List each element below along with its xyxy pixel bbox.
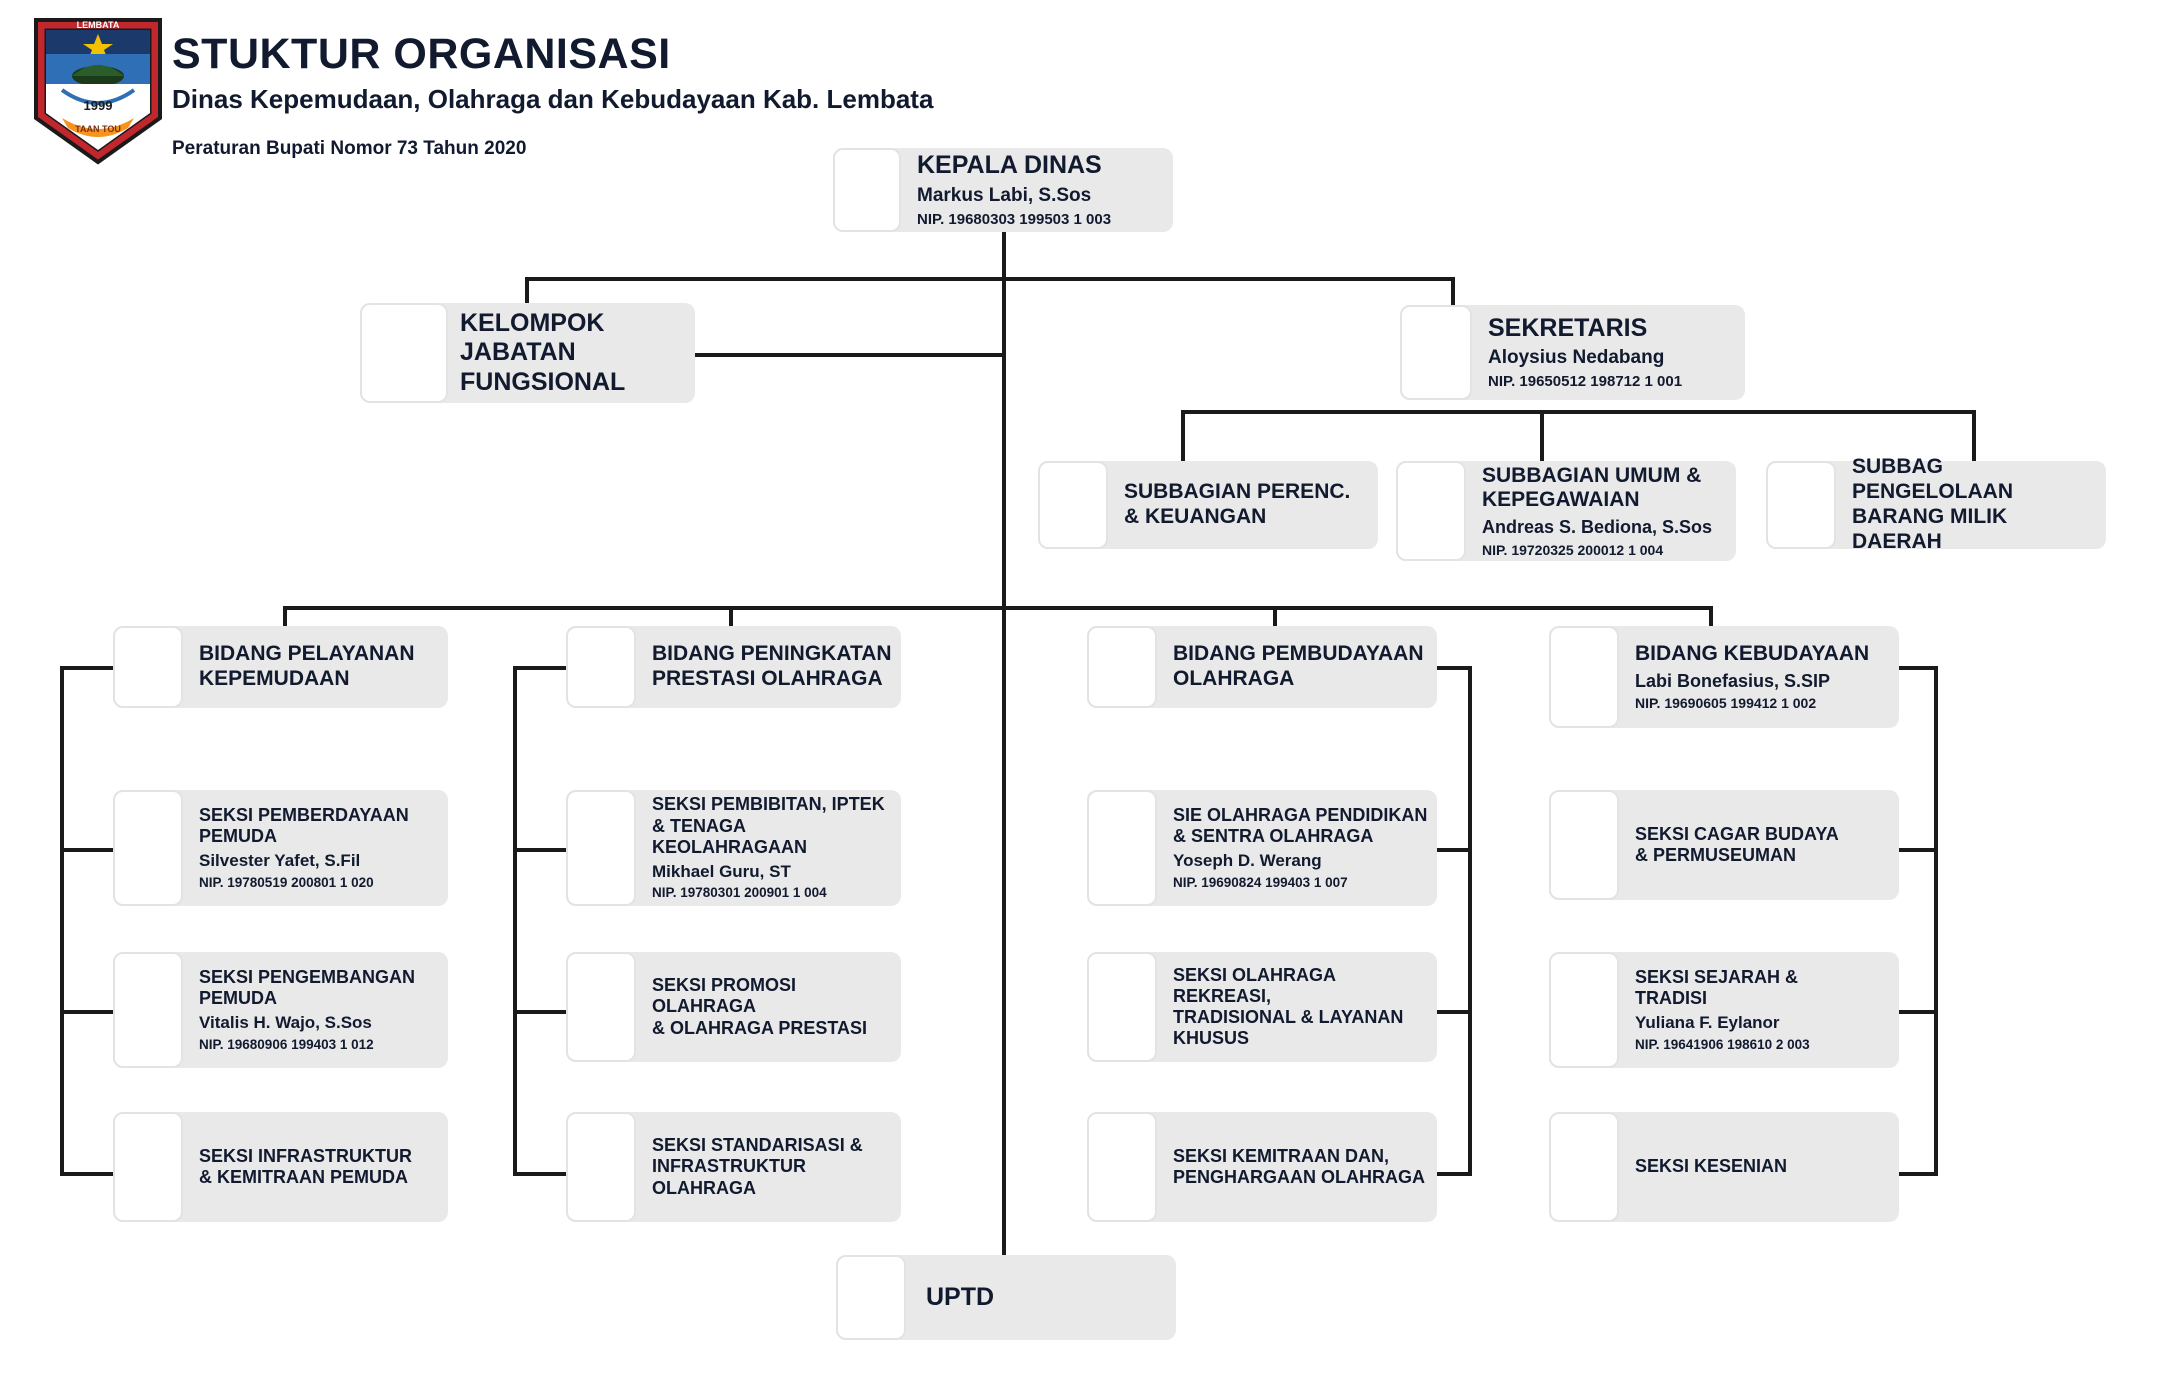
node-title-line1: SEKSI SEJARAH & <box>1635 966 1799 987</box>
node-title-line2: JABATAN <box>460 338 576 367</box>
node-title-line2: & KEUANGAN <box>1124 505 1267 528</box>
node-stub <box>1087 1112 1157 1222</box>
connector-rail-col2 <box>513 666 517 1176</box>
connector-kelompok-to-spine <box>692 353 1004 357</box>
node-uptd[interactable] <box>836 1255 1176 1340</box>
connector-bar-level1 <box>525 277 1455 281</box>
node-body <box>460 303 695 403</box>
connector-col1-branch-3 <box>60 1172 116 1176</box>
connector-bidang-bar <box>283 606 1711 610</box>
node-title-line2: & TENAGA KEOLAHRAGAAN <box>652 815 807 857</box>
node-title-line2: & KEMITRAAN PEMUDA <box>199 1167 408 1187</box>
node-person-nip: NIP. 19650512 198712 1 001 <box>1488 373 1683 391</box>
node-title-line2: PRESTASI OLAHRAGA <box>652 667 883 690</box>
node-body <box>1124 461 1378 549</box>
node-title-line2: KEPEGAWAIAN <box>1482 488 1640 512</box>
svg-text:LEMBATA: LEMBATA <box>76 20 120 30</box>
node-stub <box>1087 790 1157 906</box>
connector-col1-branch-1 <box>60 848 116 852</box>
node-subbagian-umum-kepegawaian[interactable] <box>1396 461 1736 561</box>
node-person-name: Vitalis H. Wajo, S.Sos <box>199 1013 372 1033</box>
node-title-line2: & SENTRA OLAHRAGA <box>1173 826 1374 847</box>
node-body <box>1852 455 2106 553</box>
node-seksi-promosi-olahraga[interactable] <box>566 952 901 1062</box>
node-body <box>1635 626 1899 728</box>
node-title-line1: SEKSI PROMOSI OLAHRAGA <box>652 975 797 1017</box>
node-body <box>917 148 1173 232</box>
node-seksi-standarisasi-infrastruktur-olahraga[interactable] <box>566 1112 901 1222</box>
node-stub <box>360 303 448 403</box>
node-seksi-kemitraan-penghargaan-olahraga[interactable] <box>1087 1112 1437 1222</box>
node-stub <box>566 952 636 1062</box>
node-person-name: Andreas S. Bediona, S.Sos <box>1482 517 1713 538</box>
node-title-line3: KHUSUS <box>1173 1028 1250 1049</box>
node-title-line1: SEKSI CAGAR BUDAYA <box>1635 823 1839 844</box>
node-subbag-pengelolaan-barang[interactable] <box>1766 455 2106 553</box>
node-title-line1: BIDANG PELAYANAN <box>199 642 415 666</box>
node-stub <box>1549 790 1619 900</box>
node-person-nip: NIP. 19720325 200012 1 004 <box>1482 541 1664 558</box>
svg-text:1999: 1999 <box>83 98 113 113</box>
node-body <box>1173 626 1437 708</box>
node-kepala-dinas[interactable] <box>833 148 1173 232</box>
node-title-line1: BIDANG PEMBUDAYAAN <box>1173 642 1424 666</box>
node-seksi-pemberdayaan-pemuda[interactable] <box>113 790 448 906</box>
node-person-name: Aloysius Nedabang <box>1488 347 1665 369</box>
node-person-name: Mikhael Guru, ST <box>652 862 791 882</box>
connector-col4-branch-2 <box>1898 1010 1938 1014</box>
node-title: BIDANG KEBUDAYAAN <box>1635 641 1870 665</box>
svg-text:TAAN TOU: TAAN TOU <box>75 124 121 134</box>
node-person-nip: NIP. 19780301 200901 1 004 <box>652 885 827 901</box>
node-body <box>652 952 901 1062</box>
node-stub <box>836 1255 906 1340</box>
connector-col2-branch-3 <box>513 1172 569 1176</box>
node-stub <box>1038 461 1108 549</box>
node-sekretaris[interactable] <box>1400 305 1745 400</box>
node-bidang-kebudayaan[interactable] <box>1549 626 1899 728</box>
node-seksi-pengembangan-pemuda[interactable] <box>113 952 448 1068</box>
connector-rail-col1 <box>60 666 64 1176</box>
node-title: KEPALA DINAS <box>917 151 1102 180</box>
node-person-name: Labi Bonefasius, S.SIP <box>1635 670 1831 691</box>
connector-drop-subbag-umum <box>1540 410 1544 465</box>
connector-spine-main <box>1002 232 1006 1270</box>
connector-col3-branch-2 <box>1436 1010 1472 1014</box>
node-stub <box>113 952 183 1068</box>
connector-col4-branch-0 <box>1898 666 1938 670</box>
connector-col2-branch-0 <box>513 666 569 670</box>
node-seksi-cagar-budaya-permuseuman[interactable] <box>1549 790 1899 900</box>
node-title-line2: KEPEMUDAAN <box>199 667 350 690</box>
node-body <box>1488 305 1745 400</box>
connector-col3-branch-1 <box>1436 848 1472 852</box>
node-stub <box>566 626 636 708</box>
node-stub <box>113 790 183 906</box>
node-body <box>199 626 448 708</box>
page-title: STUKTUR ORGANISASI <box>172 30 671 78</box>
node-body <box>1173 1112 1437 1222</box>
node-stub <box>1087 626 1157 708</box>
node-title-line2: TRADISI <box>1635 988 1707 1009</box>
node-stub <box>1549 1112 1619 1222</box>
node-person-nip: NIP. 19641906 198610 2 003 <box>1635 1036 1810 1052</box>
node-title-line1: SEKSI PEMBIBITAN, IPTEK <box>652 794 885 815</box>
connector-col2-branch-1 <box>513 848 569 852</box>
node-title-line1: SEKSI STANDARISASI & <box>652 1135 863 1156</box>
node-body <box>1482 461 1736 561</box>
node-bidang-peningkatan-prestasi-olahraga[interactable] <box>566 626 901 708</box>
connector-col3-branch-3 <box>1436 1172 1472 1176</box>
node-person-name: Markus Labi, S.Sos <box>917 184 1092 206</box>
node-title-line2: INFRASTRUKTUR OLAHRAGA <box>652 1156 806 1198</box>
node-body <box>1635 790 1899 900</box>
node-body <box>199 952 448 1068</box>
node-title-line1: SEKSI PEMBERDAYAAN <box>199 804 409 825</box>
node-seksi-infrastruktur-kemitraan-pemuda[interactable] <box>113 1112 448 1222</box>
node-stub <box>566 1112 636 1222</box>
node-stub <box>113 1112 183 1222</box>
node-title-line2: TRADISIONAL & LAYANAN <box>1173 1007 1404 1027</box>
node-body <box>199 1112 448 1222</box>
node-bidang-pembudayaan-olahraga[interactable] <box>1087 626 1437 708</box>
node-person-nip: NIP. 19780519 200801 1 020 <box>199 874 374 890</box>
node-person-nip: NIP. 19680906 199403 1 012 <box>199 1036 374 1052</box>
node-title-line2: PEMUDA <box>199 826 278 847</box>
node-person-name: Silvester Yafet, S.Fil <box>199 851 361 871</box>
node-stub <box>1396 461 1466 561</box>
connector-col4-branch-3 <box>1898 1172 1938 1176</box>
node-title-line2: PENGHARGAAN OLAHRAGA <box>1173 1167 1425 1187</box>
node-title: SEKRETARIS <box>1488 313 1648 342</box>
node-title-line2: & PERMUSEUMAN <box>1635 845 1797 865</box>
connector-drop-subbag-perenc <box>1181 410 1185 465</box>
node-seksi-kesenian[interactable] <box>1549 1112 1899 1222</box>
connector-rail-col4 <box>1934 666 1938 1176</box>
node-person-name: Yoseph D. Werang <box>1173 851 1322 871</box>
node-stub <box>1549 626 1619 728</box>
node-title-line1: SUBBAGIAN PERENC. <box>1124 480 1351 504</box>
node-stub <box>1400 305 1472 400</box>
node-body <box>926 1255 1176 1340</box>
node-title-line1: SEKSI INFRASTRUKTUR <box>199 1145 413 1166</box>
page-regulation-note: Peraturan Bupati Nomor 73 Tahun 2020 <box>172 138 527 159</box>
node-title-line3: FUNGSIONAL <box>460 367 626 396</box>
node-person-nip: NIP. 19690824 199403 1 007 <box>1173 874 1348 890</box>
node-title-line1: SUBBAG PENGELOLAAN <box>1852 455 2014 504</box>
node-stub <box>1766 461 1836 549</box>
node-stub <box>566 790 636 906</box>
node-kelompok-jabatan-fungsional[interactable] <box>360 303 695 403</box>
connector-drop-sekretaris <box>1451 277 1455 305</box>
node-title: SEKSI KESENIAN <box>1635 1156 1788 1177</box>
node-bidang-pelayanan-kepemudaan[interactable] <box>113 626 448 708</box>
node-title-line1: SEKSI KEMITRAAN DAN, <box>1173 1145 1390 1166</box>
page-subtitle: Dinas Kepemudaan, Olahraga dan Kebudayaan Kab. Lembata <box>172 84 934 114</box>
connector-rail-col3 <box>1468 666 1472 1176</box>
node-title-line1: SIE OLAHRAGA PENDIDIKAN <box>1173 804 1428 825</box>
node-title-line1: SEKSI OLAHRAGA REKREASI, <box>1173 964 1336 1006</box>
node-stub <box>113 626 183 708</box>
node-sie-olahraga-pendidikan[interactable] <box>1087 790 1437 906</box>
node-title-line1: BIDANG PENINGKATAN <box>652 642 892 666</box>
node-stub <box>1087 952 1157 1062</box>
node-person-nip: NIP. 19680303 199503 1 003 <box>917 210 1112 228</box>
node-body <box>199 790 448 906</box>
node-person-name: Yuliana F. Eylanor <box>1635 1013 1780 1033</box>
node-subbagian-perencanaan-keuangan[interactable] <box>1038 461 1378 549</box>
node-seksi-sejarah-tradisi[interactable] <box>1549 952 1899 1068</box>
node-title-line2: OLAHRAGA <box>1173 667 1295 690</box>
node-title: UPTD <box>926 1282 995 1311</box>
node-title-line2: BARANG MILIK DAERAH <box>1852 505 2008 553</box>
connector-subbag-bar <box>1181 410 1976 414</box>
node-title-line2: PEMUDA <box>199 988 278 1009</box>
connector-col1-branch-0 <box>60 666 116 670</box>
lembata-regency-crest-icon <box>32 14 164 166</box>
node-stub <box>1549 952 1619 1068</box>
connector-col2-branch-2 <box>513 1010 569 1014</box>
node-stub <box>833 148 901 232</box>
node-body <box>652 626 901 708</box>
node-title-line1: SEKSI PENGEMBANGAN <box>199 966 416 987</box>
connector-col3-branch-0 <box>1436 666 1472 670</box>
node-seksi-pembibitan-iptek[interactable] <box>566 790 901 906</box>
node-title-line1: KELOMPOK <box>460 308 605 337</box>
node-body <box>1635 952 1899 1068</box>
node-seksi-olahraga-rekreasi[interactable] <box>1087 952 1437 1062</box>
node-title-line2: & OLAHRAGA PRESTASI <box>652 1017 868 1038</box>
connector-col4-branch-1 <box>1898 848 1938 852</box>
node-person-nip: NIP. 19690605 199412 1 002 <box>1635 695 1817 712</box>
node-body <box>1173 790 1437 906</box>
node-title-line1: SUBBAGIAN UMUM & <box>1482 463 1702 487</box>
node-body <box>1635 1112 1899 1222</box>
node-body <box>652 790 901 906</box>
node-body <box>652 1112 901 1222</box>
connector-col1-branch-2 <box>60 1010 116 1014</box>
node-body <box>1173 952 1437 1062</box>
